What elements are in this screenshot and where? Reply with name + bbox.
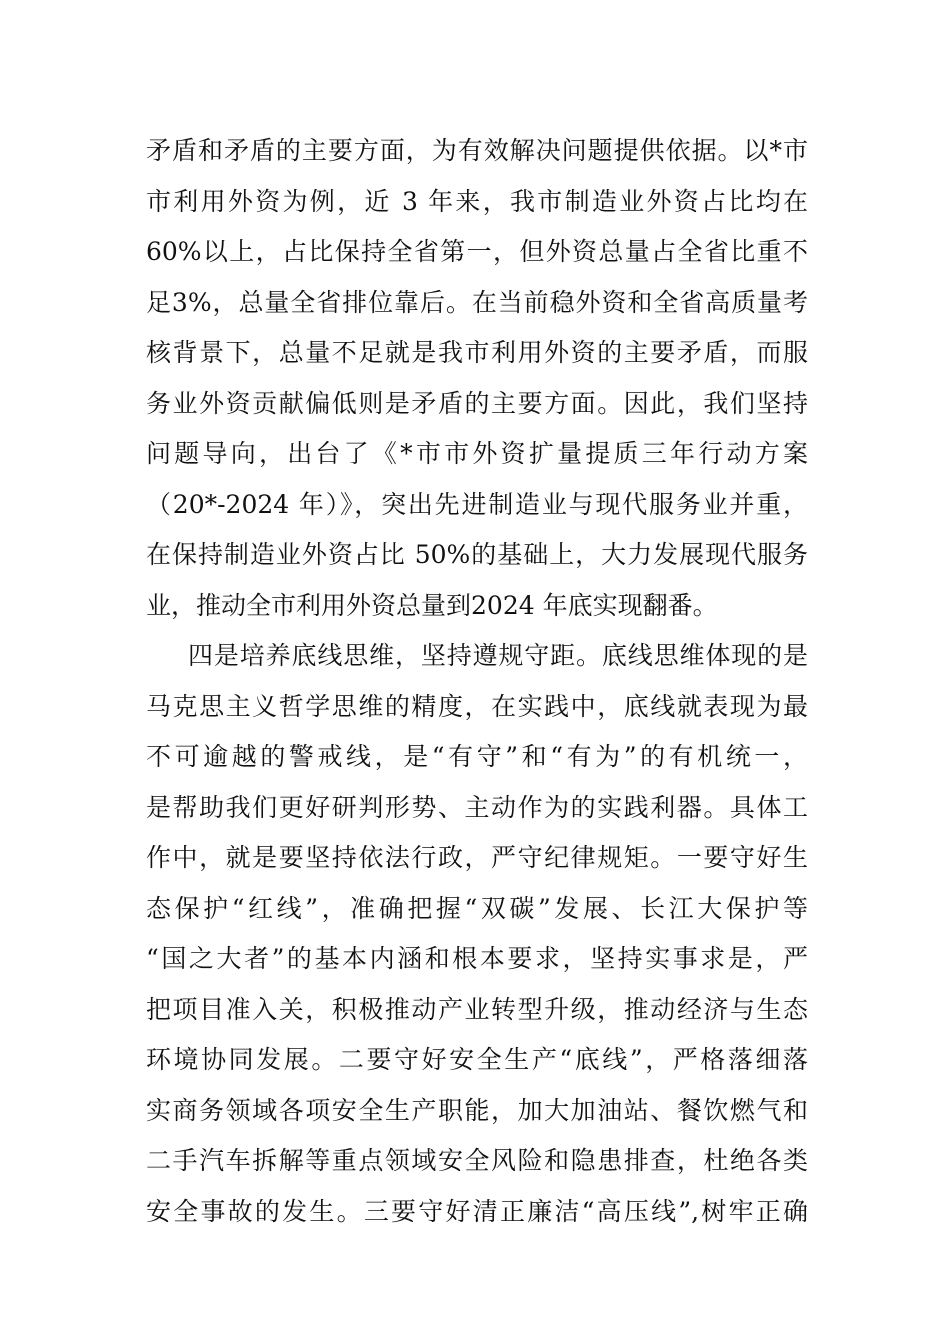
text-line: 矛盾和矛盾的主要方面，为有效解决问题提供依据。以*市 (146, 136, 808, 165)
text-line: 二手汽车拆解等重点领域安全风险和隐患排查，杜绝各类 (146, 1146, 808, 1175)
body-text (146, 126, 808, 1237)
text-line: 业，推动全市利用外资总量到2024 年底实现翻番。 (146, 590, 718, 620)
paragraph-first-line: 四是培养底线思维，坚持遵规守距。底线思维体现的是 (188, 641, 808, 670)
text-line: 务业外资贡献偏低则是矛盾的主要方面。因此，我们坚持 (146, 388, 808, 418)
text-line: 实商务领域各项安全生产职能，加大加油站、餐饮燃气和 (146, 1095, 808, 1125)
text-line: 安全事故的发生。三要守好清正廉洁“高压线”,树牢正确 (146, 1196, 808, 1226)
text-line: 态保护“红线”，准确把握“双碳”发展、长江大保护等 (146, 893, 808, 923)
text-line: 作中，就是要坚持依法行政，严守纪律规矩。一要守好生 (146, 843, 808, 872)
text-line: 把项目准入关，积极推动产业转型升级，推动经济与生态 (146, 994, 808, 1024)
text-line: 环境协同发展。二要守好安全生产“底线”，严格落细落 (146, 1045, 808, 1074)
text-line: 60%以上，占比保持全省第一，但外资总量占全省比重不 (146, 237, 808, 266)
text-line: 足3%，总量全省排位靠后。在当前稳外资和全省高质量考 (146, 287, 808, 317)
text-line: （20*-2024 年）》，突出先进制造业与现代服务业并重， (146, 489, 808, 519)
text-line: 问题导向，出台了《*市市外资扩量提质三年行动方案 (146, 439, 808, 468)
text-line: “国之大者”的基本内涵和根本要求，坚持实事求是，严 (146, 944, 808, 973)
text-line: 核背景下，总量不足就是我市利用外资的主要矛盾，而服 (146, 338, 808, 367)
text-line: 市利用外资为例，近 3 年来，我市制造业外资占比均在 (146, 186, 808, 216)
text-line: 马克思主义哲学思维的精度，在实践中，底线就表现为最 (146, 691, 808, 721)
text-line: 在保持制造业外资占比 50%的基础上，大力发展现代服务 (146, 540, 808, 569)
text-line: 是帮助我们更好研判形势、主动作为的实践利器。具体工 (146, 792, 808, 822)
text-line: 不可逾越的警戒线，是“有守”和“有为”的有机统一， (146, 742, 808, 771)
